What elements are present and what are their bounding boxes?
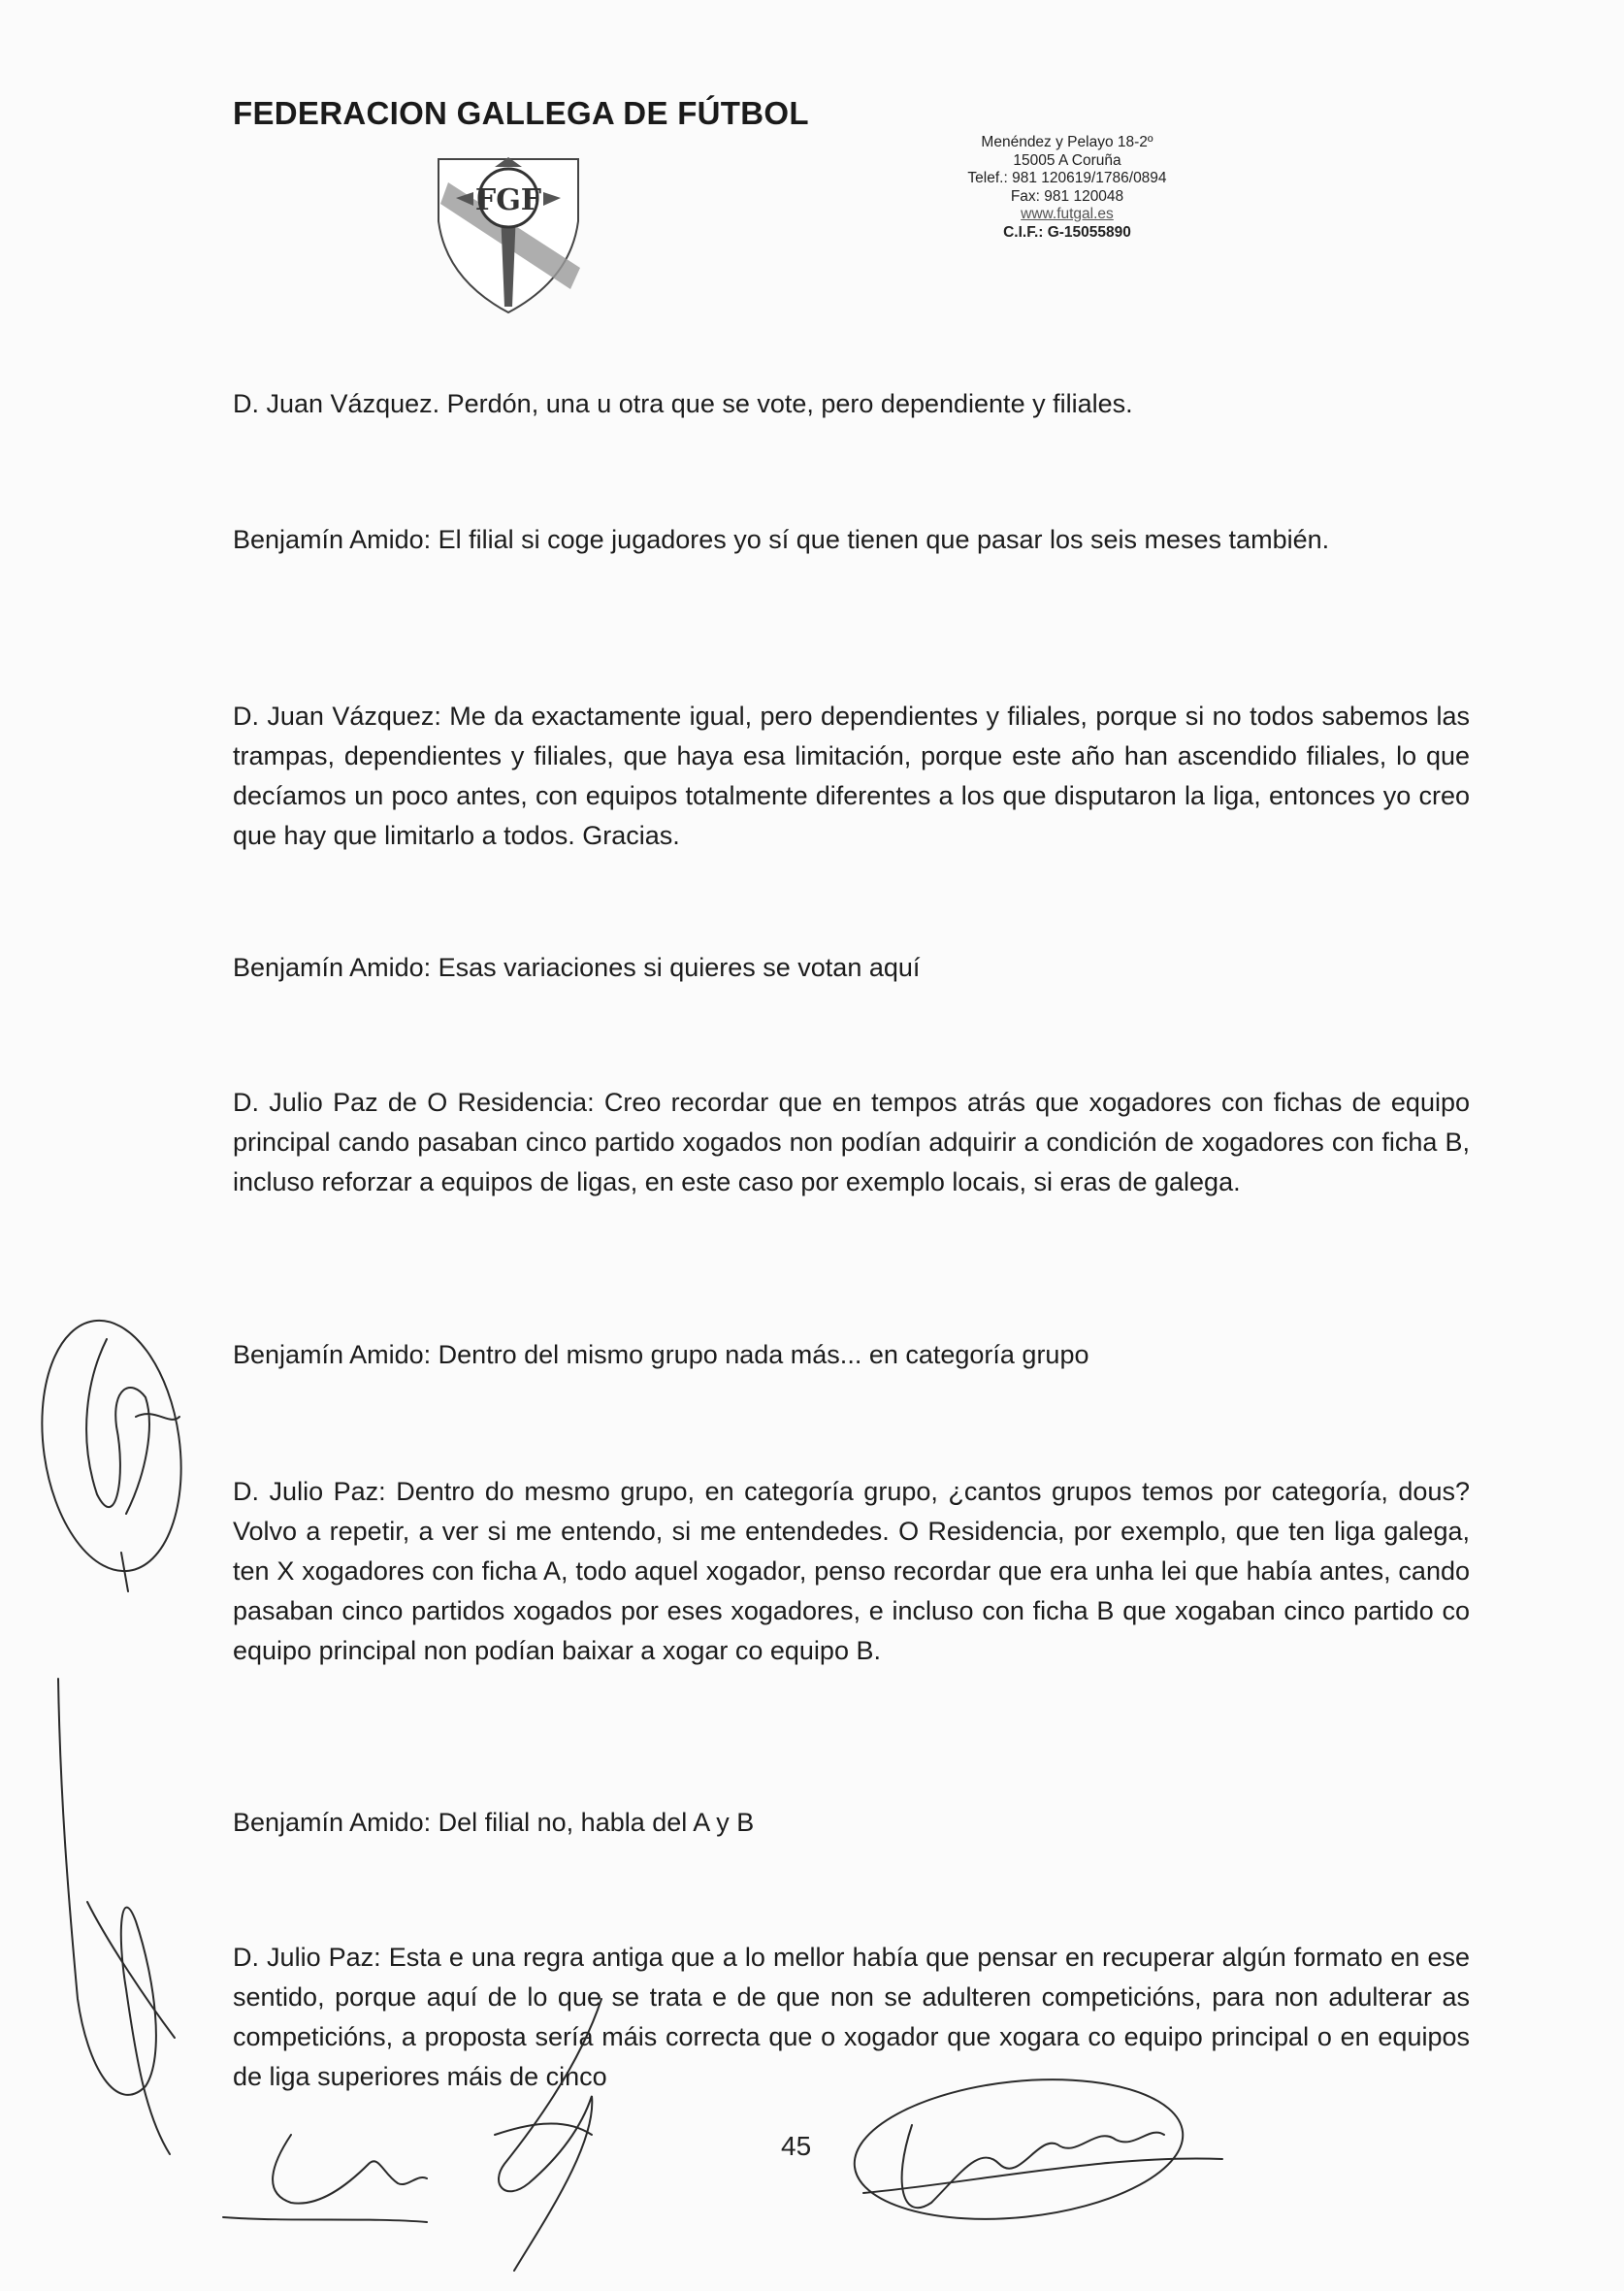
- address: Menéndez y Pelayo 18-2º: [981, 134, 1153, 150]
- federation-crest-logo: [435, 153, 582, 314]
- contact-block: [922, 134, 1213, 242]
- margin-signature-bottom: [58, 1679, 175, 2154]
- cif: C.I.F.: G-15055890: [1003, 223, 1131, 241]
- paragraph: Benjamín Amido: Del filial no, habla del A y B: [233, 1808, 755, 1837]
- city: 15005 A Coruña: [1013, 151, 1121, 169]
- paragraph: D. Julio Paz: Esta e una regra antiga que a lo mellor había que pensar en recuperar algún formato en ese sentido, porque aquí de lo que se trata e de que non se adulteren competicións, para non adulterar as competicións, a proposta sería máis correcta que o xogador que xogara co equipo principal o en equipos de liga superiores máis de cinco: [233, 1943, 1470, 2091]
- margin-signature-top: [27, 1312, 197, 1591]
- paragraph: Benjamín Amido: Dentro del mismo grupo nada más... en categoría grupo: [233, 1340, 1089, 1369]
- page-number: 45: [781, 2131, 812, 2161]
- fax: Fax: 981 120048: [1010, 187, 1124, 205]
- website-link[interactable]: www.futgal.es: [1021, 206, 1114, 222]
- organization-name: FEDERACION GALLEGA DE FÚTBOL: [233, 95, 809, 131]
- svg-text:FGF: FGF: [474, 183, 542, 217]
- paragraph: Benjamín Amido: El filial si coge jugadores yo sí que tienen que pasar los seis meses también.: [233, 525, 1330, 554]
- bottom-signature-left: [223, 2135, 427, 2222]
- paragraph: D. Julio Paz: Dentro do mesmo grupo, en categoría grupo, ¿cantos grupos temos por categoría, dous? Volvo a repetir, a ver si me entendo, si me entendedes. O Residencia, por exemplo, que ten liga galega, ten X xogadores con ficha A, todo aquel xogador, penso recordar que era unha lei que había antes, cando pasaban cinco partidos xogados por eses xogadores, e incluso con ficha B que xogaban cinco partido co equipo principal non podían baixar a xogar co equipo B.: [233, 1477, 1470, 1665]
- phone: Telef.: 981 120619/1786/0894: [967, 170, 1167, 186]
- paragraph: D. Juan Vázquez. Perdón, una u otra que se vote, pero dependiente y filiales.: [233, 389, 1133, 418]
- paragraph: Benjamín Amido: Esas variaciones si quieres se votan aquí: [233, 953, 921, 982]
- paragraph: D. Julio Paz de O Residencia: Creo recordar que en tempos atrás que xogadores con fichas de equipo principal cando pasaban cinco partido xogados non podían adquirir a condición de xogadores con ficha B, incluso reforzar a equipos de ligas, en este caso por exemplo locais, si eras de galega.: [233, 1088, 1470, 1196]
- paragraph: D. Juan Vázquez: Me da exactamente igual, pero dependientes y filiales, porque si no todos sabemos las trampas, dependientes y filiales, que haya esa limitación, porque este año han ascendido filiales, lo que decíamos un poco antes, con equipos totalmente diferentes a los que disputaron la liga, entonces yo creo que hay que limitarlo a todos. Gracias.: [233, 702, 1470, 850]
